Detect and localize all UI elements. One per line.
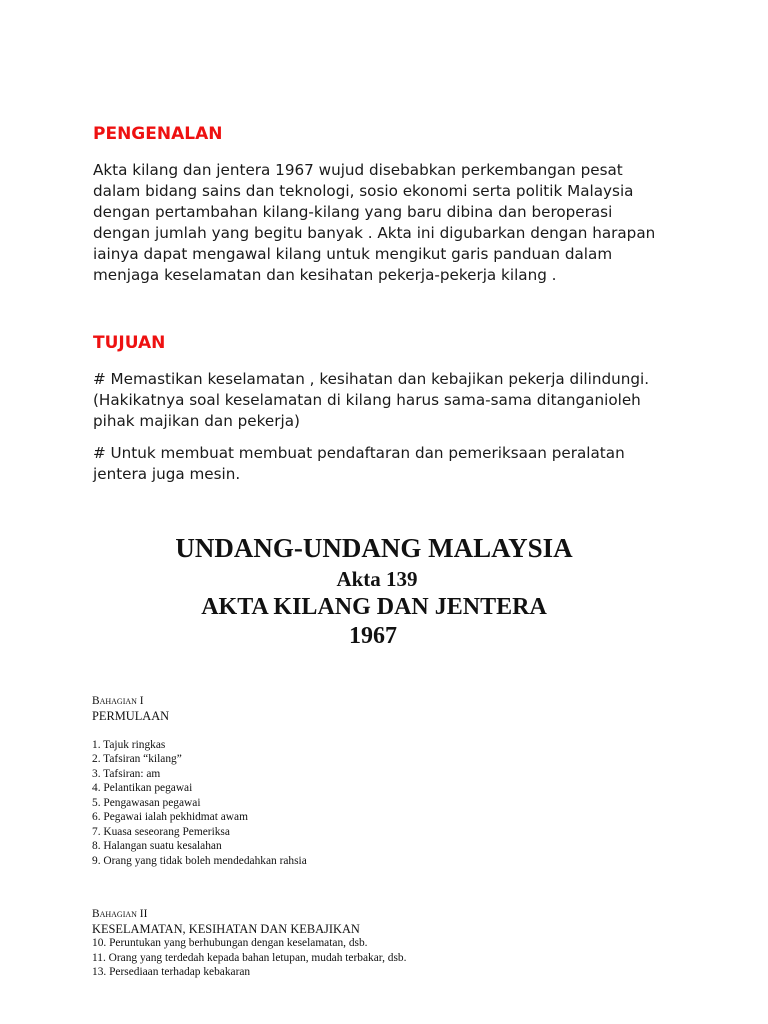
intro-line: dengan jumlah yang begitu banyak . Akta ini digubarkan dengan harapan xyxy=(93,224,656,242)
part-1-contents xyxy=(92,694,307,868)
section-item: 7. Kuasa seseorang Pemeriksa xyxy=(92,825,230,838)
part-heading: PERMULAAN xyxy=(92,708,170,723)
intro-line: menjaga keselamatan dan kesihatan pekerja-pekerja kilang . xyxy=(93,266,557,284)
purpose-point-2 xyxy=(93,443,693,485)
section-item: 1. Tajuk ringkas xyxy=(92,738,166,751)
intro-heading: PENGENALAN xyxy=(93,124,223,144)
act-name: AKTA KILANG DAN JENTERA xyxy=(201,594,547,620)
section-item: 13. Persediaan terhadap kebakaran xyxy=(92,966,251,978)
section-item: 9. Orang yang tidak boleh mendedahkan rahsia xyxy=(92,854,307,867)
intro-line: iainya dapat mengawal kilang untuk mengikut garis panduan dalam xyxy=(93,245,613,263)
part-label: Bahagian I xyxy=(92,695,144,707)
section-list xyxy=(92,936,406,980)
section-item: 10. Peruntukan yang berhubungan dengan keselamatan, dsb. xyxy=(92,937,368,949)
spacer xyxy=(92,723,307,738)
purpose-point-1 xyxy=(93,369,693,432)
intro-paragraph xyxy=(93,160,693,286)
part-2-contents xyxy=(92,907,406,980)
purpose-heading: TUJUAN xyxy=(93,333,166,353)
act-year: 1967 xyxy=(349,623,397,649)
law-title: UNDANG-UNDANG MALAYSIA xyxy=(175,533,573,563)
section-item: 2. Tafsiran “kilang” xyxy=(92,753,182,765)
section-item: 3. Tafsiran: am xyxy=(92,767,161,780)
section-item: 11. Orang yang terdedah kepada bahan letupan, mudah terbakar, dsb. xyxy=(92,951,407,964)
purpose-line: jentera juga mesin. xyxy=(93,465,241,483)
intro-line: dengan pertambahan kilang-kilang yang baru dibina dan beroperasi xyxy=(93,203,613,221)
section-item: 8. Halangan suatu kesalahan xyxy=(92,840,222,852)
section-item: 5. Pengawasan pegawai xyxy=(92,796,201,809)
part-heading: KESELAMATAN, KESIHATAN DAN KEBAJIKAN xyxy=(92,921,360,936)
section-item: 6. Pegawai ialah pekhidmat awam xyxy=(92,811,248,823)
purpose-line: # Untuk membuat membuat pendaftaran dan pemeriksaan peralatan xyxy=(93,444,625,462)
act-number: Akta 139 xyxy=(336,567,418,591)
purpose-line: (Hakikatnya soal keselamatan di kilang harus sama-sama ditanganioleh xyxy=(93,391,641,409)
part-label: Bahagian II xyxy=(92,908,148,920)
purpose-line: # Memastikan keselamatan , kesihatan dan kebajikan pekerja dilindungi. xyxy=(93,370,650,388)
section-list xyxy=(92,738,307,869)
section-item: 4. Pelantikan pegawai xyxy=(92,782,193,794)
intro-line: dalam bidang sains dan teknologi, sosio ekonomi serta politik Malaysia xyxy=(93,182,634,200)
purpose-line: pihak majikan dan pekerja) xyxy=(93,412,300,430)
intro-line: Akta kilang dan jentera 1967 wujud disebabkan perkembangan pesat xyxy=(93,161,623,179)
